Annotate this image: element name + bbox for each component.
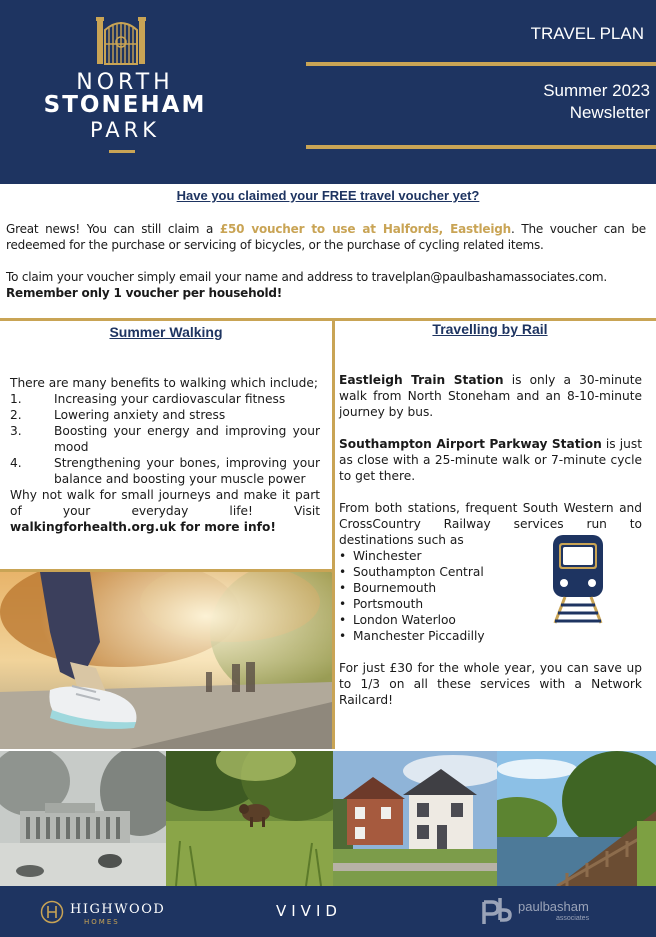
- paul-basham-subline: associates: [556, 915, 590, 922]
- list-item-number: 3.: [10, 424, 22, 438]
- voucher-paragraph-1: [6, 221, 646, 253]
- list-item: [10, 423, 320, 455]
- header-banner: [0, 0, 656, 184]
- list-item-text: Strengthening your bones, improving your balance and boosting your muscle power: [54, 456, 320, 486]
- gate-icon: [95, 14, 147, 66]
- meadow-image: [166, 751, 333, 886]
- list-item: [10, 455, 320, 487]
- summer-walking-section: [0, 321, 332, 569]
- historic-house-photo: [0, 751, 166, 886]
- voucher-claim-instructions: To claim your voucher simply email your name and address to travelplan@paulbashamassociates.com.: [6, 270, 608, 284]
- engraving-image: [0, 751, 166, 886]
- list-item-text: Boosting your energy and improving your mood: [54, 424, 320, 454]
- rail-travel-section: [335, 321, 656, 749]
- highwood-subline: HOMES: [84, 918, 120, 926]
- highwood-wordmark: HIGHWOOD: [70, 902, 166, 917]
- list-item: • London Waterloo: [339, 612, 539, 628]
- photo-strip: [0, 751, 656, 886]
- list-item: • Manchester Piccadilly: [339, 628, 539, 644]
- walker-shoes-image: [0, 572, 332, 749]
- train-icon: [547, 533, 609, 625]
- pb-monogram-icon: [482, 898, 512, 924]
- footer-banner: [0, 886, 656, 937]
- eastleigh-station-text: is only a 30-minute walk from North Stoneham and an 8-10-minute journey by bus.: [339, 373, 642, 419]
- paul-basham-wordmark: paulbasham: [518, 899, 589, 914]
- newsletter-title: TRAVEL PLAN: [530, 24, 644, 43]
- voucher-heading: Have you claimed your FREE travel voucher yet?: [176, 188, 480, 203]
- meadow-cattle-photo: [166, 751, 333, 886]
- bridge-image: [497, 751, 656, 886]
- edition-line-1: Summer 2023: [543, 81, 650, 100]
- walking-heading: Summer Walking: [109, 324, 223, 340]
- rail-paragraph-eastleigh: [339, 372, 642, 420]
- voucher-paragraph-2: [6, 269, 646, 301]
- parkway-station-text: is just as close with a 25-minute walk or 7-minute cycle to get there.: [339, 437, 642, 483]
- voucher-section: [0, 184, 656, 318]
- logo-word-park: PARK: [89, 118, 161, 142]
- walking-outro: [10, 487, 320, 535]
- voucher-limit-note: Remember only 1 voucher per household!: [6, 286, 283, 300]
- voucher-p1-rest: . The voucher can be redeemed for the purchase or servicing of bicycles, or the purchase of cycling related items.: [6, 222, 646, 252]
- destination-list: [339, 548, 539, 644]
- rail-heading: Travelling by Rail: [432, 321, 548, 337]
- list-item-number: 1.: [10, 392, 22, 406]
- walking-photo: [0, 572, 332, 749]
- voucher-p1-intro: Great news! You can still claim a: [6, 222, 220, 236]
- walking-website-link[interactable]: walkingforhealth.org.uk for more info!: [10, 520, 276, 534]
- logo-word-stoneham: STONEHAM: [43, 92, 207, 118]
- walking-intro: There are many benefits to walking which include;: [10, 376, 319, 390]
- highwood-emblem-icon: [40, 900, 64, 924]
- north-stoneham-park-logo: [40, 12, 210, 162]
- parkway-station-name: Southampton Airport Parkway Station: [339, 437, 602, 451]
- header-divider-top: [306, 62, 656, 66]
- list-item: • Winchester: [339, 548, 539, 564]
- list-item: [10, 407, 320, 423]
- vivid-logo: VIVID: [276, 902, 342, 920]
- rail-paragraph-services: From both stations, frequent South Western and CrossCountry Railway services run to destinations such as: [339, 501, 642, 547]
- list-item: • Portsmouth: [339, 596, 539, 612]
- railcard-offer: For just £30 for the whole year, you can save up to 1/3 on all these services with a Network Railcard!: [339, 661, 642, 707]
- list-item-text: Lowering anxiety and stress: [54, 408, 226, 422]
- list-item-text: Increasing your cardiovascular fitness: [54, 392, 286, 406]
- walking-outro-text: Why not walk for small journeys and make it part of your everyday life! Visit: [10, 488, 320, 518]
- walking-body: [10, 375, 320, 535]
- logo-word-north: NORTH: [76, 70, 174, 95]
- eastleigh-station-name: Eastleigh Train Station: [339, 373, 504, 387]
- list-item: [10, 391, 320, 407]
- footbridge-photo: [497, 751, 656, 886]
- new-homes-photo: [333, 751, 497, 886]
- newsletter-edition: [543, 80, 650, 124]
- list-item: • Southampton Central: [339, 564, 539, 580]
- list-item-number: 2.: [10, 408, 22, 422]
- list-item-number: 4.: [10, 456, 22, 470]
- rail-paragraph-parkway: [339, 436, 642, 484]
- edition-line-2: Newsletter: [569, 103, 650, 122]
- logo-underline: [109, 150, 135, 153]
- voucher-amount-highlight: £50 voucher to use at Halfords, Eastleigh: [219, 222, 512, 236]
- header-divider-bottom: [306, 145, 656, 149]
- houses-image: [333, 751, 497, 886]
- list-item: • Bournemouth: [339, 580, 539, 596]
